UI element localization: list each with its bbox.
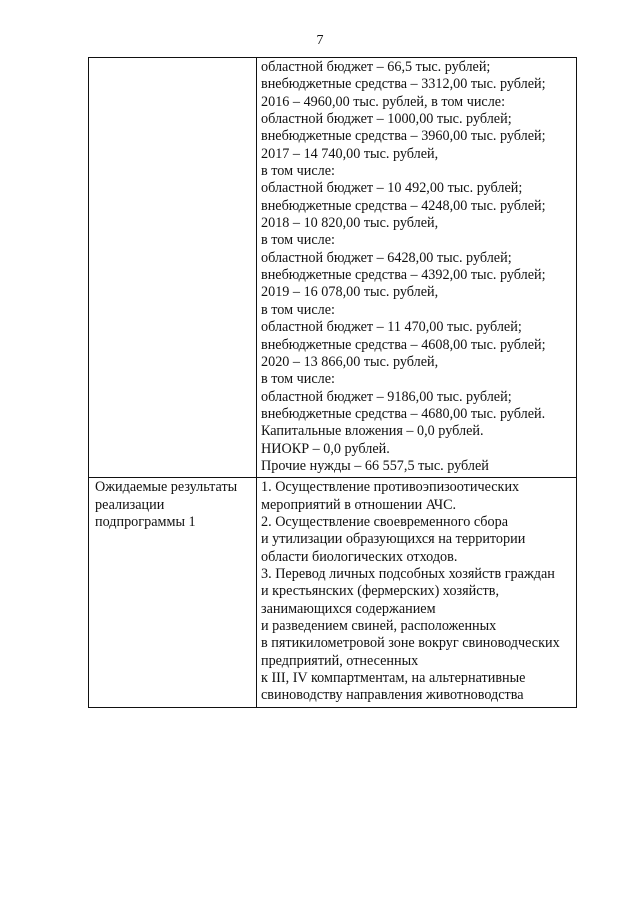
- row-label-cell: [89, 478, 257, 707]
- content-line: 2020 – 13 866,00 тыс. рублей,: [261, 353, 439, 370]
- content-line: и крестьянских (фермерских) хозяйств,: [261, 583, 500, 600]
- table-row: [89, 58, 577, 478]
- table-body: [89, 58, 577, 708]
- content-line: и утилизации образующихся на территории: [261, 531, 526, 548]
- content-line: внебюджетные средства – 3312,00 тыс. рублей;: [261, 76, 546, 93]
- content-line: 2017 – 14 740,00 тыс. рублей,: [261, 145, 439, 162]
- content-line: 1. Осуществление противоэпизоотических: [261, 479, 520, 496]
- label-line: подпрограммы 1: [95, 513, 196, 530]
- content-line: внебюджетные средства – 4392,00 тыс. рублей;: [261, 267, 546, 284]
- content-line: области биологических отходов.: [261, 548, 458, 565]
- content-line: 2019 – 16 078,00 тыс. рублей,: [261, 284, 439, 301]
- table-row: [89, 478, 577, 707]
- content-line: мероприятий в отношении АЧС.: [261, 496, 457, 513]
- content-line: внебюджетные средства – 4680,00 тыс. рублей.: [261, 405, 546, 422]
- content-line: внебюджетные средства – 4248,00 тыс. рублей;: [261, 197, 546, 214]
- content-line: областной бюджет – 66,5 тыс. рублей;: [261, 59, 491, 75]
- content-line: и разведением свиней, расположенных: [261, 618, 497, 634]
- content-line: Прочие нужды – 66 557,5 тыс. рублей: [261, 457, 489, 474]
- content-line: внебюджетные средства – 4608,00 тыс. рублей;: [261, 336, 546, 353]
- row-label-cell: [89, 58, 257, 478]
- content-line: занимающихся содержанием: [261, 600, 436, 617]
- row-content-cell: [257, 58, 577, 478]
- content-line: областной бюджет – 6428,00 тыс. рублей;: [261, 249, 512, 266]
- subprogram-passport-table: [88, 57, 577, 708]
- content-line: НИОКР – 0,0 рублей.: [261, 440, 390, 457]
- content-line: 2016 – 4960,00 тыс. рублей, в том числе:: [261, 93, 506, 110]
- content-line: к III, IV компартментам, на альтернативные: [261, 670, 526, 687]
- content-line: в пятикилометровой зоне вокруг свиноводческих: [261, 635, 560, 652]
- content-line: в том числе:: [261, 301, 335, 318]
- content-line: областной бюджет – 9186,00 тыс. рублей;: [261, 388, 512, 405]
- content-line: свиноводству направления животноводства: [261, 687, 524, 704]
- content-line: 2. Осуществление своевременного сбора: [261, 513, 509, 530]
- content-line: Капитальные вложения – 0,0 рублей.: [261, 423, 484, 440]
- content-line: областной бюджет – 11 470,00 тыс. рублей;: [261, 319, 522, 336]
- content-line: в том числе:: [261, 163, 335, 180]
- label-line: реализации: [95, 496, 165, 513]
- content-line: областной бюджет – 10 492,00 тыс. рублей;: [261, 180, 523, 197]
- page-number: 7: [316, 33, 324, 48]
- content-line: внебюджетные средства – 3960,00 тыс. рублей;: [261, 128, 546, 145]
- content-line: в том числе:: [261, 371, 335, 388]
- row-content-cell: [257, 478, 577, 707]
- label-line: Ожидаемые результаты: [95, 479, 238, 496]
- content-line: 3. Перевод личных подсобных хозяйств граждан: [261, 565, 555, 582]
- content-line: 2018 – 10 820,00 тыс. рублей,: [261, 215, 439, 232]
- content-line: в том числе:: [261, 232, 335, 249]
- content-line: областной бюджет – 1000,00 тыс. рублей;: [261, 111, 512, 128]
- content-line: предприятий, отнесенных: [261, 652, 419, 669]
